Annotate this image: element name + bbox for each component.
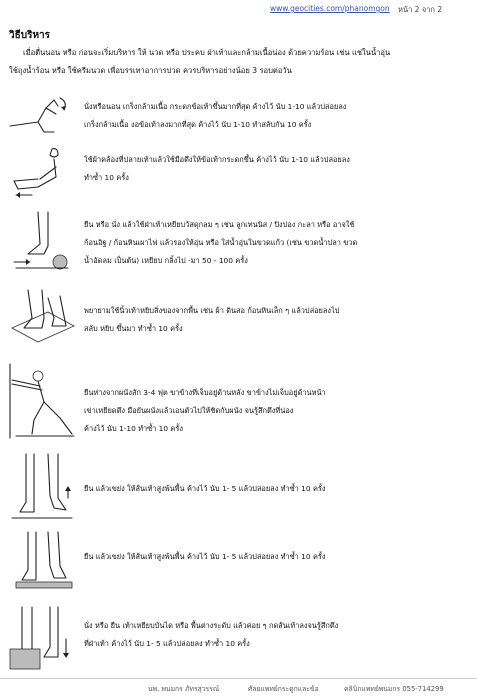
exercise-line: ยืน แล้วเขย่ง ให้ส้นเท้าสูงพ้นพื้น ค้างไว้ นับ 1- 5 แล้วปล่อยลง ทำซ้ำ 10 ครั้ง xyxy=(84,484,326,493)
exercise-line: ก้อนอิฐ / ก้อนหินเผาไฟ แล้วรองให้อุ่น หรือ ใส่น้ำอุ่นในขวดแก้ว (เช่น ขวดน้ำปลา ขวด xyxy=(84,238,358,247)
wall-calf-stretch-icon xyxy=(8,362,78,442)
exercise-line: ยืน แล้วเขย่ง ให้ส้นเท้าสูงพ้นพื้น ค้างไว้ นับ 1- 5 แล้วปล่อยลง ทำซ้ำ 10 ครั้ง xyxy=(84,552,326,561)
footer-author: นพ. พนมกร ภัทรสุวรรณ์ xyxy=(148,685,220,693)
ankle-flex-figure-icon xyxy=(8,92,78,138)
heel-raise-icon xyxy=(8,452,78,528)
heel-raise-step-icon xyxy=(8,530,78,596)
exercise-line: เกร็งกล้ามเนื้อ งอข้อเท้าลงมากที่สุด ค้างไว้ นับ 1-10 ทำสลับกัน 10 ครั้ง xyxy=(84,120,312,129)
footer-specialty: ศัลยแพทย์กระดูกและข้อ xyxy=(248,685,319,693)
toe-grab-towel-icon xyxy=(8,288,78,348)
exercise-line: ทำซ้ำ 10 ครั้ง xyxy=(84,173,129,182)
section-title: วิธีบริหาร xyxy=(9,30,51,41)
footer-clinic: คลินิกแพทย์พนมกร 055-714299 xyxy=(344,685,444,693)
exercise-line: นั่งหรือนอน เกร็งกล้ามเนื้อ กระดกข้อเท้าขึ้นมากที่สุด ค้างไว้ นับ 1-10 แล้วปล่อยลง xyxy=(84,102,347,111)
exercise-line: ที่ฝ่าเท้า ค้างไว้ นับ 1- 5 แล้วปล่อยลง ทำซ้ำ 10 ครั้ง xyxy=(84,639,250,648)
exercise-line: ค้างไว้ นับ 1-10 ทำซ้ำ 10 ครั้ง xyxy=(84,424,183,433)
towel-stretch-figure-icon xyxy=(8,143,78,203)
intro-line: เมื่อตื่นนอน หรือ ก่อนจะเริ่มบริหาร ให้ นวด หรือ ประคบ ฝ่าเท้าและกล้ามเนื้อน่อง ด้วยความร้อน เช่น แช่ในน้ำอุ่น xyxy=(23,48,391,57)
page-header xyxy=(0,4,477,16)
intro-paragraph xyxy=(9,44,464,80)
exercise-line: ใช้ผ้าคล้องที่ปลายเท้าแล้วใช้มือดึงให้ข้อเท้ากระดกขึ้น ค้างไว้ นับ 1-10 แล้วปล่อยลง xyxy=(84,155,350,164)
exercise-line: เข่าเหยียดตึง มือยันผนังแล้วเอนตัวไปให้ชิดกับผนัง จนรู้สึกตึงที่น่อง xyxy=(84,406,294,415)
footer-divider xyxy=(0,678,477,679)
intro-line: ใช้ถุงน้ำร้อน หรือ ใช้ครีมนวด เพื่อบรรเทาอาการปวด ควรบริหารอย่างน้อย 3 รอบต่อวัน xyxy=(9,66,292,75)
page-indicator: หน้า 2 จาก 2 xyxy=(398,5,443,14)
foot-roll-ball-icon xyxy=(8,210,78,276)
exercise-line: พยายามใช้นิ้วเท้าหยิบสิ่งของจากพื้น เช่น ผ้า ดินสอ ก้อนหินเล็ก ๆ แล้วปล่อยลงไป xyxy=(84,306,340,315)
exercise-line: ยืนห่างจากผนังสัก 3-4 ฟุต ขาข้างที่เจ็บอยู่ด้านหลัง ขาข้างไม่เจ็บอยู่ด้านหน้า xyxy=(84,388,326,397)
website-link[interactable]: www.geocities.com/phanomgon xyxy=(270,4,390,13)
exercise-line: ยืน หรือ นั่ง แล้วใช้ฝ่าเท้าเหยียบวัสดุกลม ๆ เช่น ลูกเทนนิส / ปิงปอง กะลา หรือ อาจใช้ xyxy=(84,220,355,229)
exercise-line: สลับ หยิบ ขึ้นมา ทำซ้ำ 10 ครั้ง xyxy=(84,324,183,333)
step-heel-drop-icon xyxy=(8,605,78,673)
exercise-line: นั่ง หรือ ยืน เท้าเหยียบบันได หรือ พื้นต่างระดับ แล้วค่อย ๆ กดส้นเท้าลงจนรู้สึกตึง xyxy=(84,621,339,630)
exercise-line: น้ำอัดลม เป็นต้น) เหยียบ กลิ้งไป -มา 50 - 100 ครั้ง xyxy=(84,256,248,265)
